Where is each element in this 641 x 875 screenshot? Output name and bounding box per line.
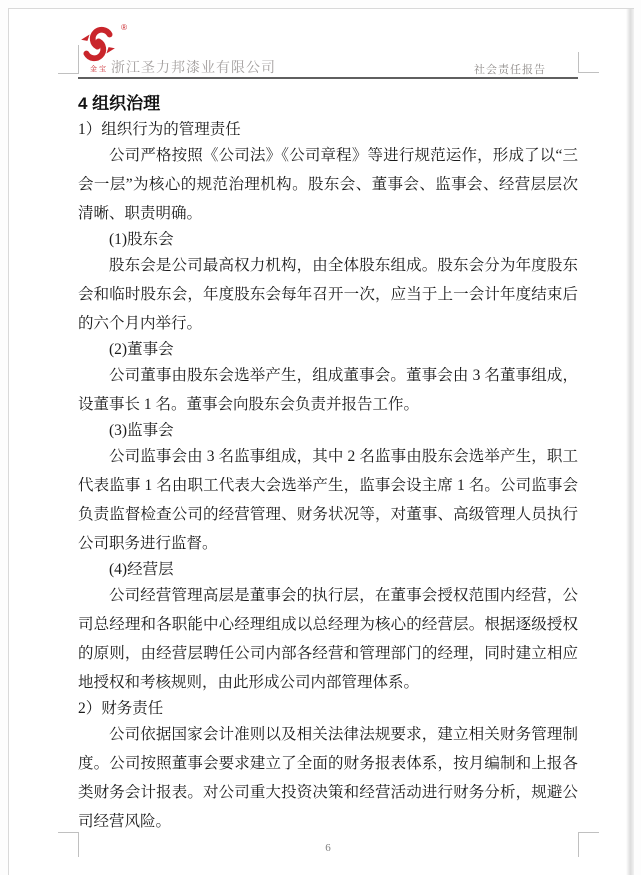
section-heading: 2）财务责任 (78, 700, 164, 717)
paragraph: 公司依据国家会计准则以及相关法律法规要求，建立相关财务管理制度。公司按照董事会要求建立了全面的财务报表体系，按月编制和上报各类财务会计报表。对公司重大投资决策和经营活动进行财务分析，规避公司经营风险。 (78, 726, 578, 830)
margin-mark-top-right (578, 52, 599, 73)
document-body (78, 89, 578, 836)
page-number: 6 (325, 842, 331, 854)
margin-mark-top-left (58, 45, 79, 74)
logo-subtext: 金宝 (90, 65, 108, 73)
company-name: 浙江圣力邦漆业有限公司 (111, 59, 276, 75)
header-divider (78, 77, 578, 79)
section-heading: 1）组织行为的管理责任 (78, 121, 241, 138)
page-edge-shadow (626, 9, 634, 875)
subsection-heading: (1)股东会 (109, 231, 174, 248)
paragraph: 公司经营管理高层是董事会的执行层，在董事会授权范围内经营，公司总经理和各职能中心经理组成以总经理为核心的经营层。根据逐级授权的原则，由经营层聘任公司内部各经营和管理部门的经理，同时建立相应地授权和考核规则，由此形成公司内部管理体系。 (78, 587, 578, 691)
report-page (8, 8, 634, 875)
chapter-title: 4 组织治理 (78, 94, 161, 113)
page-header (9, 9, 634, 81)
subsection-heading: (2)董事会 (109, 341, 174, 358)
paragraph: 股东会是公司最高权力机构，由全体股东组成。股东会分为年度股东会和临时股东会，年度股东会每年召开一次，应当于上一会计年度结束后的六个月内举行。 (78, 257, 578, 332)
subsection-heading: (4)经营层 (109, 561, 174, 578)
paragraph: 公司董事由股东会选举产生，组成董事会。董事会由 3 名董事组成，设董事长 1 名。董事会向股东会负责并报告工作。 (78, 367, 578, 413)
subsection-heading: (3)监事会 (109, 422, 174, 439)
margin-mark-bottom-left (58, 832, 79, 857)
margin-mark-bottom-right (578, 832, 599, 857)
report-type-label: 社会责任报告 (474, 64, 546, 76)
paragraph: 公司监事会由 3 名监事组成，其中 2 名监事由股东会选举产生，职工代表监事 1 名由职工代表大会选举产生，监事会设主席 1 名。公司监事会负责监督检查公司的经营管理、财务状况等，对董事、高级管理人员执行公司职务进行监督。 (78, 448, 578, 552)
registered-trademark-icon: ® (121, 23, 127, 32)
paragraph: 公司严格按照《公司法》《公司章程》等进行规范运作，形成了以“三会一层”为核心的规范治理机构。股东会、董事会、监事会、经营层层次清晰、职责明确。 (78, 147, 578, 222)
